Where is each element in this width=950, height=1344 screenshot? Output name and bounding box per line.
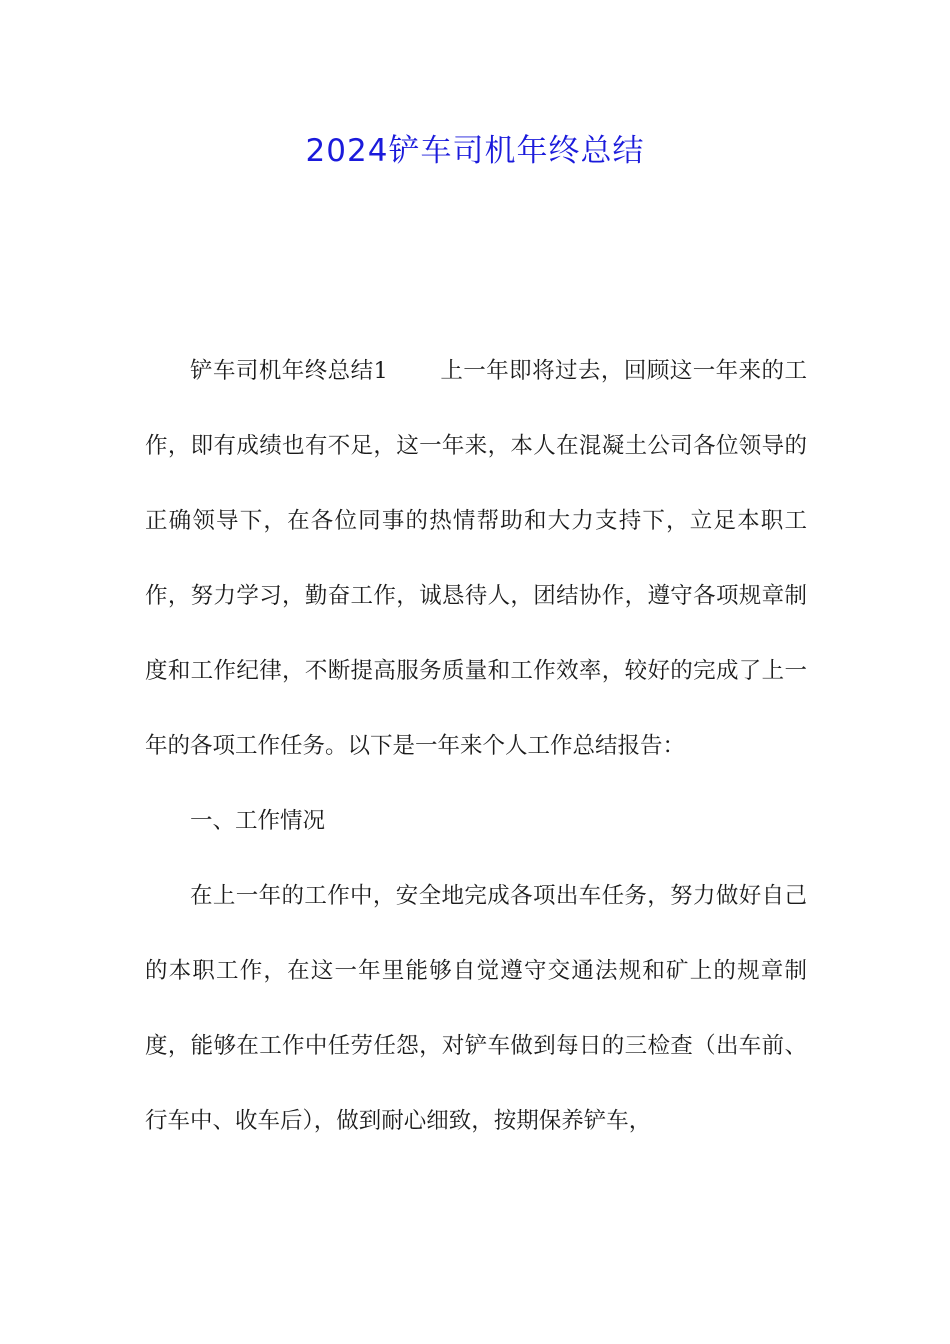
paragraph-intro xyxy=(145,334,807,784)
section-heading-work-situation: 一、工作情况 xyxy=(190,808,326,834)
paragraph-work-situation: 在上一年的工作中，安全地完成各项出车任务，努力做好自己的本职工作，在这一年里能够自觉遵守交通法规和矿上的规章制度，能够在工作中任劳任怨，对铲车做到每日的三检查（出车前、行车中、收车后），做到耐心细致，按期保养铲车， xyxy=(145,883,807,1134)
intro-heading: 铲车司机年终总结1 xyxy=(190,358,388,384)
document-body xyxy=(145,334,807,1159)
paragraph-intro-text: 上一年即将过去，回顾这一年来的工作，即有成绩也有不足，这一年来，本人在混凝土公司各位领导的正确领导下，在各位同事的热情帮助和大力支持下，立足本职工作，努力学习，勤奋工作，诚恳待人，团结协作，遵守各项规章制度和工作纪律，不断提高服务质量和工作效率，较好的完成了上一年的各项工作任务。以下是一年来个人工作总结报告： xyxy=(145,358,807,759)
document-title: 2024铲车司机年终总结 xyxy=(305,133,645,169)
